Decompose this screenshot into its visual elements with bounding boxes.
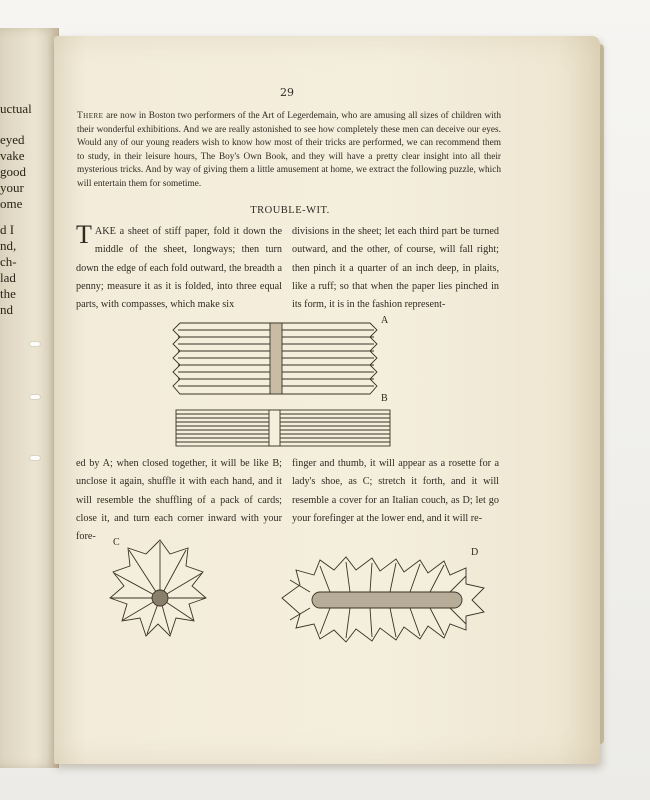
left-page-text: vake	[0, 148, 25, 163]
figure-b	[176, 410, 390, 446]
left-page-text: eyed	[0, 132, 25, 147]
article-title: TROUBLE-WIT.	[250, 205, 330, 216]
column-left-bottom: ed by A; when closed together, it will be like B; unclose it again, shuffle it with each hand, and it will resemble the shuffling of a pack of cards; close it, and turn each corner inward with your fore-	[76, 458, 282, 543]
left-page-text: d I	[0, 222, 15, 237]
intro-first-word: There	[77, 111, 104, 121]
drop-cap: T	[76, 220, 92, 249]
column-right-top: divisions in the sheet; let each third part be turned outward, and the other, of course, will fall right; then pinch it a quarter of an inch deep, in plaits, like a ruff; so that when the paper lies pinched in its form, it is in the fashion represent-	[292, 226, 499, 311]
column-left-top-text: AKE a sheet of stiff paper, fold it down the middle of the sheet, longways; then turn down the edge of each fold outward, the breadth a penny; measure it as it is folded, into three equal parts, with compasses, which make six	[76, 226, 282, 311]
figure-c	[110, 540, 206, 636]
figure-a	[173, 323, 377, 394]
figure-label-b: B	[381, 393, 388, 404]
left-page-text: ome	[0, 196, 23, 211]
left-page-text: uctual	[0, 101, 32, 116]
figure-d	[282, 557, 484, 642]
figure-label-d: D	[471, 547, 479, 558]
figure-label-a: A	[381, 315, 389, 326]
left-page-text: good	[0, 164, 26, 179]
page-number: 29	[280, 86, 294, 99]
left-page-text: nd	[0, 302, 13, 317]
column-right-bottom: finger and thumb, it will appear as a rosette for a lady's shoe, as C; stretch it forth, and it will resemble a cover for an Italian couch, as D; let go your forefinger at the lower end, and it will re-	[292, 458, 499, 524]
intro-text: are now in Boston two performers of the Art of Legerdemain, who are amusing all sizes of children with their wonderful exhibitions. And we are really astonished to see how completely these men can deceive our eyes. Would any of our young readers wish to know how most of their tricks are performed, we can recommend them to study, in their leisure hours, The Boy's Own Book, and they will have a pretty clear insight into all their mysterious tricks. And by way of giving them a little amusement at home, we extract the following puzzle, which will entertain them for sometime.	[77, 111, 501, 189]
left-page-text: your	[0, 180, 24, 195]
left-page-text: nd,	[0, 238, 17, 253]
left-page-text: the	[0, 286, 16, 301]
figure-label-c: C	[113, 537, 120, 548]
left-page-text: lad	[0, 270, 16, 285]
left-page-text: ch-	[0, 254, 17, 269]
